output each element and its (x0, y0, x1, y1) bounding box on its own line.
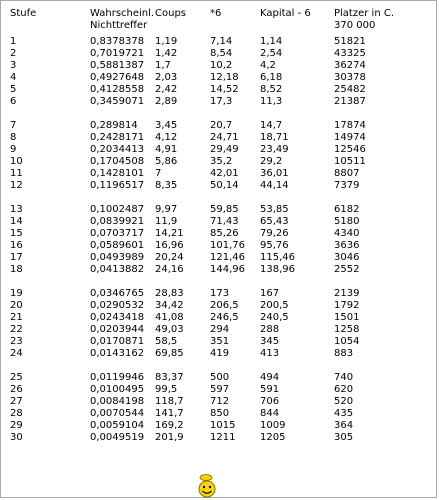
cell-mal-6: 1211 (210, 432, 236, 443)
cell-wahrscheinlichkeit: 0,0413882 (90, 264, 145, 275)
table-row (10, 132, 414, 144)
cell-kapital: 53,85 (260, 204, 289, 215)
table-row (10, 48, 414, 60)
cell-kapital: 14,7 (260, 120, 283, 131)
cell-wahrscheinlichkeit: 0,0119946 (90, 372, 145, 383)
cell-stufe: 4 (10, 72, 17, 83)
cell-platzer: 10511 (334, 156, 366, 167)
cell-mal-6: 17,3 (210, 96, 233, 107)
table-row (10, 228, 414, 240)
table-row (10, 156, 414, 168)
cell-kapital: 29,2 (260, 156, 283, 167)
header-coups: Coups (155, 8, 186, 19)
cell-wahrscheinlichkeit: 0,289814 (90, 120, 138, 131)
cell-platzer: 14974 (334, 132, 366, 143)
cell-mal-6: 35,2 (210, 156, 233, 167)
cell-stufe: 10 (10, 156, 23, 167)
cell-mal-6: 29,49 (210, 144, 239, 155)
cell-stufe: 15 (10, 228, 23, 239)
cell-platzer: 3046 (334, 252, 360, 263)
cell-kapital: 44,14 (260, 180, 289, 191)
cell-wahrscheinlichkeit: 0,1704508 (90, 156, 145, 167)
cell-wahrscheinlichkeit: 0,3459071 (90, 96, 145, 107)
cell-coups: 1,42 (155, 48, 178, 59)
cell-kapital: 1,14 (260, 36, 283, 47)
cell-platzer: 305 (334, 432, 354, 443)
cell-platzer: 740 (334, 372, 354, 383)
table-row (10, 252, 414, 264)
header-stufe: Stufe (10, 8, 37, 19)
table-row (10, 60, 414, 72)
table-row (10, 408, 414, 420)
table-row (10, 420, 414, 432)
cell-stufe: 20 (10, 300, 23, 311)
cell-platzer: 364 (334, 420, 354, 431)
cell-platzer: 1054 (334, 336, 360, 347)
cell-stufe: 11 (10, 168, 23, 179)
cell-mal-6: 10,2 (210, 60, 233, 71)
cell-wahrscheinlichkeit: 0,4927648 (90, 72, 145, 83)
cell-kapital: 6,18 (260, 72, 283, 83)
cell-coups: 8,35 (155, 180, 178, 191)
cell-coups: 11,9 (155, 216, 178, 227)
cell-wahrscheinlichkeit: 0,0703717 (90, 228, 145, 239)
cell-kapital: 345 (260, 336, 280, 347)
cell-wahrscheinlichkeit: 0,0243418 (90, 312, 145, 323)
cell-mal-6: 12,18 (210, 72, 239, 83)
cell-kapital: 2,54 (260, 48, 283, 59)
cell-stufe: 2 (10, 48, 17, 59)
cell-stufe: 17 (10, 252, 23, 263)
cell-coups: 118,7 (155, 396, 184, 407)
cell-wahrscheinlichkeit: 0,2428171 (90, 132, 145, 143)
cell-stufe: 1 (10, 36, 17, 47)
cell-platzer: 25482 (334, 84, 366, 95)
cell-platzer: 3636 (334, 240, 360, 251)
cell-platzer: 2552 (334, 264, 360, 275)
cell-coups: 24,16 (155, 264, 184, 275)
cell-kapital: 8,52 (260, 84, 283, 95)
cell-coups: 41,08 (155, 312, 184, 323)
cell-coups: 201,9 (155, 432, 184, 443)
spacer-cell (10, 108, 414, 120)
cell-mal-6: 85,26 (210, 228, 239, 239)
cell-coups: 99,5 (155, 384, 178, 395)
cell-stufe: 7 (10, 120, 17, 131)
table-row (10, 372, 414, 384)
cell-coups: 2,03 (155, 72, 178, 83)
cell-mal-6: 20,7 (210, 120, 233, 131)
cell-coups: 34,42 (155, 300, 184, 311)
header-kapital: Kapital - 6 (260, 8, 311, 19)
cell-stufe: 21 (10, 312, 23, 323)
cell-coups: 83,37 (155, 372, 184, 383)
cell-stufe: 19 (10, 288, 23, 299)
cell-mal-6: 419 (210, 348, 230, 359)
cell-mal-6: 351 (210, 336, 230, 347)
group-spacer (10, 192, 414, 204)
cell-mal-6: 173 (210, 288, 230, 299)
cell-coups: 3,45 (155, 120, 178, 131)
cell-coups: 9,97 (155, 204, 178, 215)
cell-wahrscheinlichkeit: 0,0070544 (90, 408, 145, 419)
table-row (10, 312, 414, 324)
cell-mal-6: 14,52 (210, 84, 239, 95)
cell-wahrscheinlichkeit: 0,4128558 (90, 84, 145, 95)
cell-platzer: 51821 (334, 36, 366, 47)
cell-stufe: 23 (10, 336, 23, 347)
spacer-cell (10, 360, 414, 372)
cell-kapital: 18,71 (260, 132, 289, 143)
cell-stufe: 3 (10, 60, 17, 71)
cell-kapital: 138,96 (260, 264, 295, 275)
cell-stufe: 26 (10, 384, 23, 395)
cell-platzer: 435 (334, 408, 354, 419)
cell-coups: 49,03 (155, 324, 184, 335)
cell-mal-6: 7,14 (210, 36, 233, 47)
cell-wahrscheinlichkeit: 0,0839921 (90, 216, 145, 227)
table-row (10, 264, 414, 276)
group-spacer (10, 108, 414, 120)
table-row (10, 168, 414, 180)
table-row (10, 300, 414, 312)
cell-wahrscheinlichkeit: 0,0170871 (90, 336, 145, 347)
table-row (10, 348, 414, 360)
group-spacer (10, 360, 414, 372)
cell-mal-6: 8,54 (210, 48, 233, 59)
cell-platzer: 43325 (334, 48, 366, 59)
spacer-cell (10, 192, 414, 204)
cell-platzer: 1501 (334, 312, 360, 323)
cell-coups: 28,83 (155, 288, 184, 299)
cell-stufe: 13 (10, 204, 23, 215)
cell-platzer: 1258 (334, 324, 360, 335)
cell-mal-6: 144,96 (210, 264, 245, 275)
probability-table (10, 8, 414, 444)
cell-wahrscheinlichkeit: 0,0589601 (90, 240, 145, 251)
table-row (10, 72, 414, 84)
cell-kapital: 36,01 (260, 168, 289, 179)
cell-platzer: 2139 (334, 288, 360, 299)
cell-kapital: 1205 (260, 432, 286, 443)
cell-mal-6: 500 (210, 372, 230, 383)
cell-platzer: 620 (334, 384, 354, 395)
cell-wahrscheinlichkeit: 0,5881387 (90, 60, 145, 71)
smiley-thinking-icon (196, 474, 218, 498)
spacer-cell (10, 276, 414, 288)
table-row (10, 288, 414, 300)
cell-wahrscheinlichkeit: 0,0203944 (90, 324, 145, 335)
header-row (10, 8, 414, 36)
cell-wahrscheinlichkeit: 0,0059104 (90, 420, 145, 431)
table-row (10, 240, 414, 252)
cell-platzer: 8807 (334, 168, 360, 179)
cell-platzer: 21387 (334, 96, 366, 107)
table-row (10, 324, 414, 336)
cell-stufe: 16 (10, 240, 23, 251)
cell-platzer: 5180 (334, 216, 360, 227)
cell-platzer: 883 (334, 348, 354, 359)
cell-mal-6: 1015 (210, 420, 236, 431)
table-row (10, 120, 414, 132)
cell-kapital: 65,43 (260, 216, 289, 227)
cell-wahrscheinlichkeit: 0,1428101 (90, 168, 145, 179)
cell-stufe: 18 (10, 264, 23, 275)
cell-platzer: 7379 (334, 180, 360, 191)
table-row (10, 144, 414, 156)
cell-kapital: 844 (260, 408, 280, 419)
group-spacer (10, 276, 414, 288)
cell-mal-6: 597 (210, 384, 230, 395)
cell-platzer: 36274 (334, 60, 366, 71)
cell-kapital: 591 (260, 384, 280, 395)
table-row (10, 84, 414, 96)
cell-coups: 4,12 (155, 132, 178, 143)
cell-kapital: 79,26 (260, 228, 289, 239)
cell-kapital: 200,5 (260, 300, 289, 311)
table-row (10, 204, 414, 216)
cell-stufe: 8 (10, 132, 17, 143)
cell-mal-6: 850 (210, 408, 230, 419)
cell-stufe: 14 (10, 216, 23, 227)
table-body (10, 36, 414, 444)
cell-stufe: 6 (10, 96, 17, 107)
cell-mal-6: 42,01 (210, 168, 239, 179)
cell-stufe: 27 (10, 396, 23, 407)
cell-mal-6: 712 (210, 396, 230, 407)
cell-mal-6: 121,46 (210, 252, 245, 263)
cell-mal-6: 294 (210, 324, 230, 335)
cell-coups: 20,24 (155, 252, 184, 263)
table-row (10, 96, 414, 108)
cell-stufe: 22 (10, 324, 23, 335)
cell-coups: 2,89 (155, 96, 178, 107)
cell-stufe: 24 (10, 348, 23, 359)
table-row (10, 180, 414, 192)
cell-wahrscheinlichkeit: 0,7019721 (90, 48, 145, 59)
cell-kapital: 1009 (260, 420, 286, 431)
table-row (10, 396, 414, 408)
table-row (10, 216, 414, 228)
cell-mal-6: 101,76 (210, 240, 245, 251)
header-platzer: Platzer in C. 370 000 (334, 8, 395, 31)
cell-wahrscheinlichkeit: 0,0084198 (90, 396, 145, 407)
cell-mal-6: 71,43 (210, 216, 239, 227)
cell-platzer: 12546 (334, 144, 366, 155)
cell-coups: 5,86 (155, 156, 178, 167)
cell-stufe: 5 (10, 84, 17, 95)
cell-kapital: 240,5 (260, 312, 289, 323)
cell-kapital: 288 (260, 324, 280, 335)
header-mal-6: *6 (210, 8, 222, 19)
cell-stufe: 12 (10, 180, 23, 191)
cell-mal-6: 59,85 (210, 204, 239, 215)
cell-mal-6: 206,5 (210, 300, 239, 311)
cell-kapital: 706 (260, 396, 280, 407)
table-row (10, 36, 414, 48)
cell-kapital: 413 (260, 348, 280, 359)
cell-coups: 169,2 (155, 420, 184, 431)
cell-kapital: 167 (260, 288, 280, 299)
cell-wahrscheinlichkeit: 0,1002487 (90, 204, 145, 215)
cell-kapital: 115,46 (260, 252, 295, 263)
cell-coups: 58,5 (155, 336, 178, 347)
cell-kapital: 4,2 (260, 60, 276, 71)
cell-wahrscheinlichkeit: 0,0346765 (90, 288, 145, 299)
cell-kapital: 11,3 (260, 96, 283, 107)
cell-mal-6: 50,14 (210, 180, 239, 191)
cell-coups: 16,96 (155, 240, 184, 251)
cell-wahrscheinlichkeit: 0,2034413 (90, 144, 145, 155)
cell-platzer: 520 (334, 396, 354, 407)
cell-platzer: 1792 (334, 300, 360, 311)
cell-wahrscheinlichkeit: 0,0049519 (90, 432, 145, 443)
cell-mal-6: 24,71 (210, 132, 239, 143)
table-row (10, 336, 414, 348)
cell-coups: 141,7 (155, 408, 184, 419)
cell-kapital: 23,49 (260, 144, 289, 155)
cell-stufe: 29 (10, 420, 23, 431)
cell-platzer: 6182 (334, 204, 360, 215)
cell-coups: 4,91 (155, 144, 178, 155)
cell-wahrscheinlichkeit: 0,0290532 (90, 300, 145, 311)
cell-coups: 1,19 (155, 36, 178, 47)
cell-platzer: 4340 (334, 228, 360, 239)
cell-wahrscheinlichkeit: 0,0100495 (90, 384, 145, 395)
cell-coups: 14,21 (155, 228, 184, 239)
table-row (10, 384, 414, 396)
cell-platzer: 17874 (334, 120, 366, 131)
cell-mal-6: 246,5 (210, 312, 239, 323)
cell-coups: 69,85 (155, 348, 184, 359)
cell-stufe: 28 (10, 408, 23, 419)
cell-wahrscheinlichkeit: 0,0493989 (90, 252, 145, 263)
cell-coups: 7 (155, 168, 162, 179)
cell-coups: 1,7 (155, 60, 171, 71)
header-wahrscheinlichkeit: Wahrscheinl. Nichttreffer (90, 8, 155, 31)
cell-wahrscheinlichkeit: 0,8378378 (90, 36, 145, 47)
table-row (10, 432, 414, 444)
cell-stufe: 25 (10, 372, 23, 383)
cell-kapital: 494 (260, 372, 280, 383)
cell-wahrscheinlichkeit: 0,1196517 (90, 180, 145, 191)
cell-kapital: 95,76 (260, 240, 289, 251)
cell-coups: 2,42 (155, 84, 178, 95)
cell-wahrscheinlichkeit: 0,0143162 (90, 348, 145, 359)
cell-stufe: 9 (10, 144, 17, 155)
cell-stufe: 30 (10, 432, 23, 443)
cell-platzer: 30378 (334, 72, 366, 83)
